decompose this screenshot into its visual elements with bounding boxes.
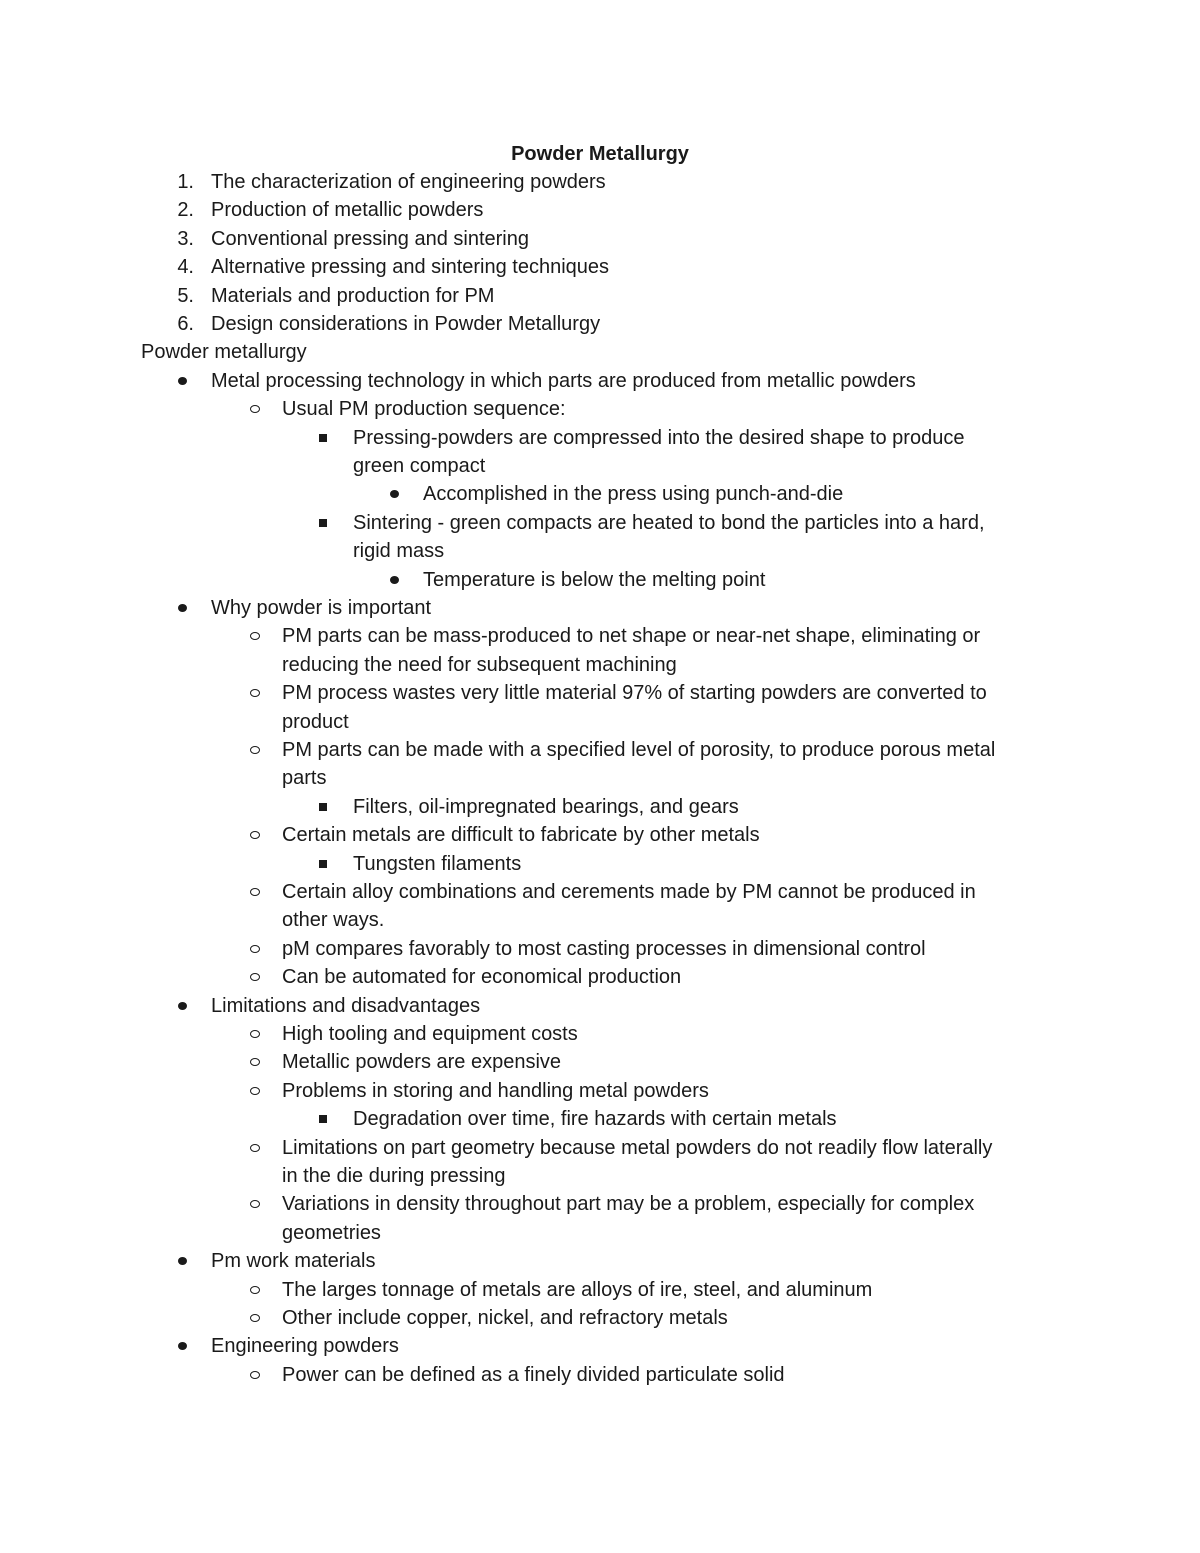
list-item: Pm work materials	[211, 1250, 376, 1273]
list-number: 4.	[177, 256, 194, 279]
bullet-disc-icon	[178, 377, 187, 385]
list-item: High tooling and equipment costs	[282, 1023, 578, 1045]
bullet-circle-icon	[250, 1371, 260, 1379]
bullet-circle-icon	[250, 746, 260, 754]
list-item: Limitations and disadvantages	[211, 994, 481, 1017]
bullet-circle-icon	[250, 632, 260, 640]
bullet-disc-icon	[390, 490, 399, 498]
list-item: other ways.	[282, 909, 385, 932]
bullet-circle-icon	[250, 1058, 260, 1066]
bullet-square-icon	[319, 519, 327, 527]
bullet-circle-icon	[250, 1286, 260, 1294]
bullet-square-icon	[319, 1115, 327, 1123]
list-item: Tungsten filaments	[353, 852, 522, 875]
list-item: reducing the need for subsequent machining	[282, 653, 677, 676]
list-item: rigid mass	[353, 540, 445, 563]
toc-item: Materials and production for PM	[211, 284, 495, 307]
list-item: PM parts can be made with a specified level of porosity, to produce porous metal	[282, 739, 996, 761]
list-item: geometries	[282, 1221, 381, 1244]
bullet-circle-icon	[250, 1144, 260, 1152]
list-item: Metal processing technology in which parts are produced from metallic powders	[211, 369, 916, 392]
list-number: 6.	[177, 313, 194, 335]
list-number: 5.	[177, 284, 194, 307]
list-item: Certain alloy combinations and cerements made by PM cannot be produced in	[282, 881, 976, 903]
list-item: Certain metals are difficult to fabricate by other metals	[282, 824, 760, 847]
list-item: Filters, oil-impregnated bearings, and gears	[353, 795, 739, 818]
list-item: Problems in storing and handling metal powders	[282, 1079, 709, 1102]
list-number: 2.	[177, 199, 194, 222]
bullet-square-icon	[319, 434, 327, 442]
toc-item: Alternative pressing and sintering techniques	[211, 256, 610, 279]
section-heading: Powder metallurgy	[141, 341, 307, 364]
toc-item: Conventional pressing and sintering	[211, 227, 529, 250]
list-item: Sintering - green compacts are heated to bond the particles into a hard,	[353, 511, 985, 534]
bullet-circle-icon	[250, 1200, 260, 1208]
list-item: Power can be defined as a finely divided particulate solid	[282, 1363, 785, 1386]
page-title: Powder Metallurgy	[511, 143, 689, 165]
list-item: Usual PM production sequence:	[282, 398, 566, 421]
bullet-circle-icon	[250, 405, 260, 413]
list-item: Accomplished in the press using punch-and-die	[423, 483, 844, 506]
toc-item: The characterization of engineering powders	[211, 171, 606, 193]
bullet-circle-icon	[250, 973, 260, 981]
bullet-circle-icon	[250, 888, 260, 896]
bullet-square-icon	[319, 803, 327, 811]
list-item: The larges tonnage of metals are alloys of ire, steel, and aluminum	[282, 1278, 873, 1301]
bullet-disc-icon	[178, 1342, 187, 1350]
list-item: Variations in density throughout part may be a problem, especially for complex	[282, 1193, 975, 1216]
list-item: parts	[282, 767, 327, 790]
list-item: Limitations on part geometry because metal powders do not readily flow laterally	[282, 1136, 993, 1159]
list-item: PM process wastes very little material 97% of starting powders are converted to	[282, 682, 987, 705]
bullet-square-icon	[319, 860, 327, 868]
list-item: Degradation over time, fire hazards with certain metals	[353, 1108, 837, 1131]
list-item: Temperature is below the melting point	[423, 568, 766, 591]
list-item: green compact	[353, 455, 486, 477]
bullet-circle-icon	[250, 1087, 260, 1095]
bullet-circle-icon	[250, 1030, 260, 1038]
list-number: 3.	[177, 227, 194, 250]
list-number: 1.	[177, 171, 194, 193]
bullet-circle-icon	[250, 689, 260, 697]
list-item: Pressing-powders are compressed into the desired shape to produce	[353, 426, 965, 449]
bullet-circle-icon	[250, 1314, 260, 1322]
list-item: Can be automated for economical production	[282, 966, 682, 989]
toc-item: Production of metallic powders	[211, 199, 484, 222]
list-item: PM parts can be mass-produced to net shape or near-net shape, eliminating or	[282, 625, 981, 648]
list-item: Metallic powders are expensive	[282, 1051, 562, 1074]
bullet-circle-icon	[250, 945, 260, 953]
bullet-disc-icon	[178, 1257, 187, 1265]
bullet-disc-icon	[390, 576, 399, 584]
toc-item: Design considerations in Powder Metallurgy	[211, 313, 601, 335]
list-item: product	[282, 710, 349, 733]
list-item: in the die during pressing	[282, 1165, 506, 1187]
list-item: Engineering powders	[211, 1335, 399, 1358]
list-item: pM compares favorably to most casting processes in dimensional control	[282, 937, 926, 960]
bullet-disc-icon	[178, 1002, 187, 1010]
list-item: Other include copper, nickel, and refractory metals	[282, 1307, 728, 1329]
bullet-disc-icon	[178, 604, 187, 612]
bullet-circle-icon	[250, 831, 260, 839]
list-item: Why powder is important	[211, 597, 432, 619]
